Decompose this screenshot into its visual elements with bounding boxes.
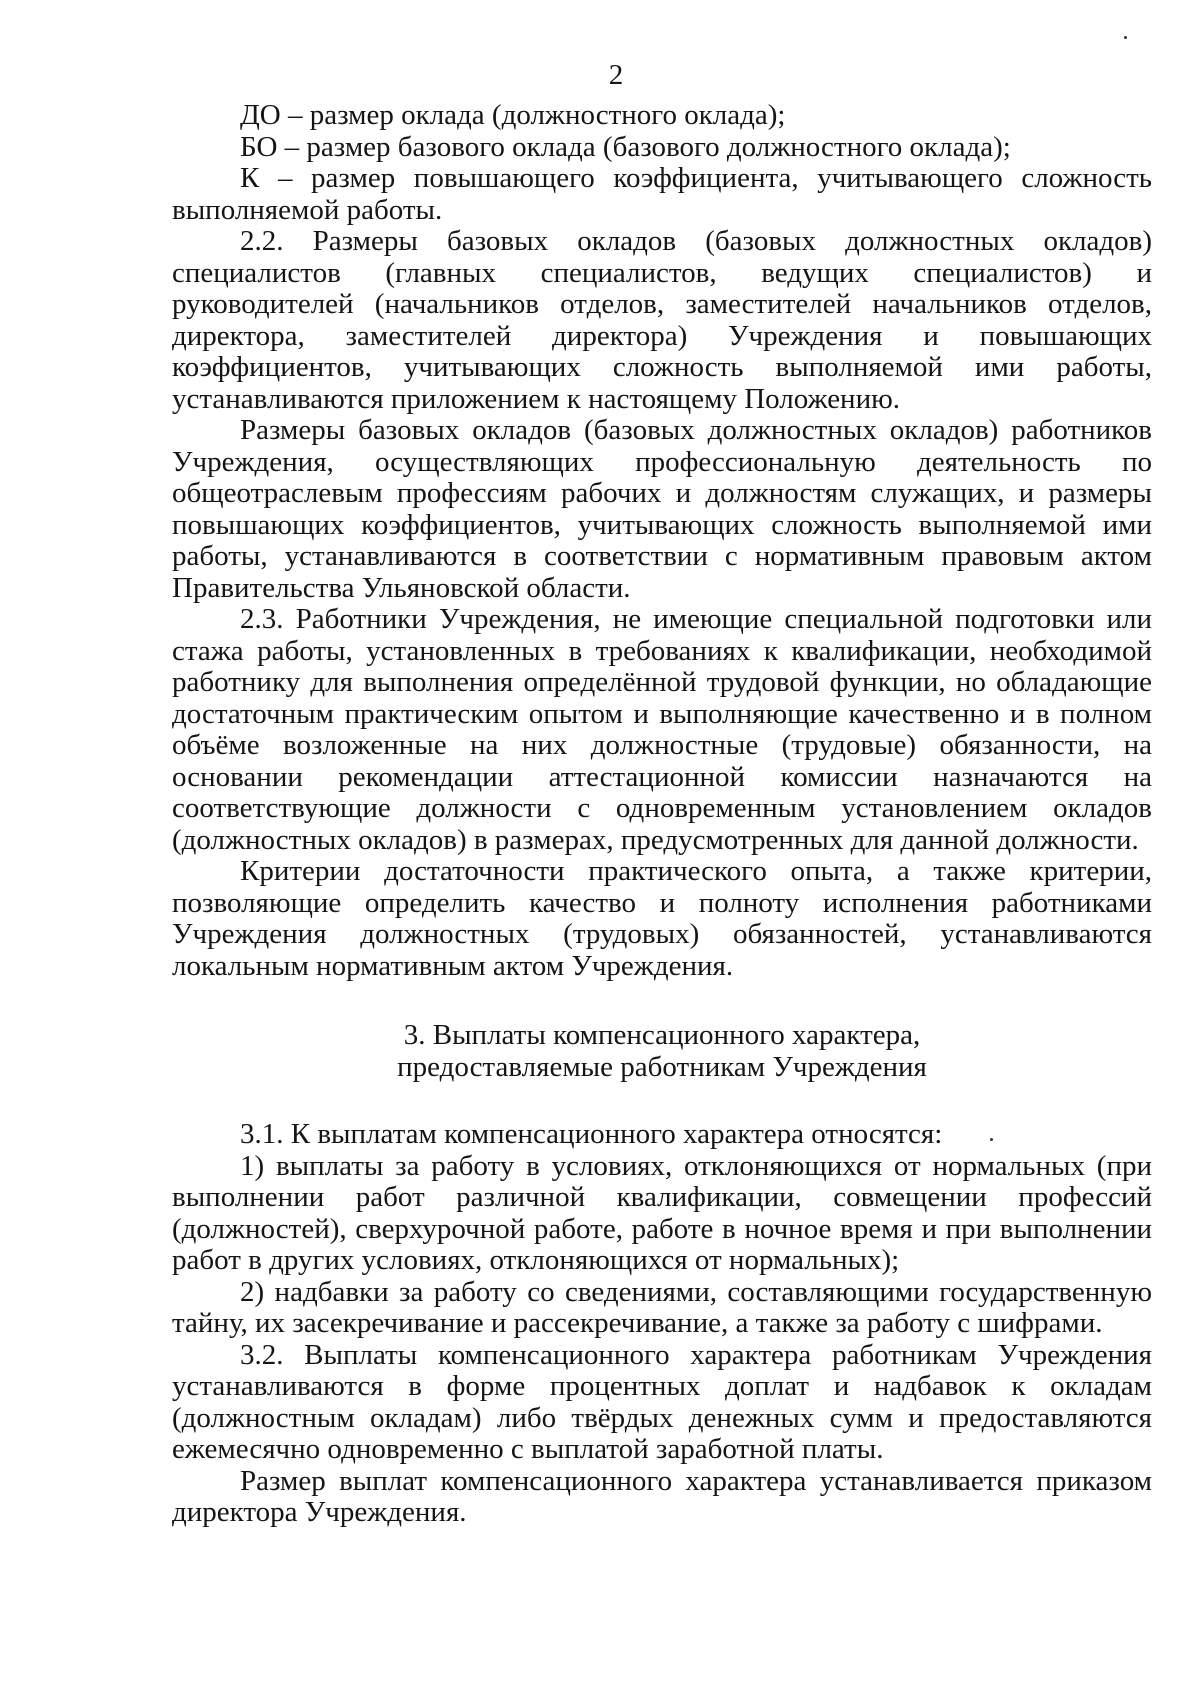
paragraph-3-2: 3.2. Выплаты компенсационного характера работникам Учреждения устанавливаются в форме процентных доплат и надбавок к окладам (должностным окладам) либо твёрдых денежных сумм и предоставляются ежемесячно одновременно с выплатой заработной платы. <box>172 1338 1152 1465</box>
paragraph-2-3: 2.3. Работники Учреждения, не имеющие специальной подготовки или стажа работы, установленных в требованиях к квалификации, необходимой работнику для выполнения определённой трудовой функции, но обладающие достаточным практическим опытом и выполняющие качественно и в полном объёме возложенные на них должностные (трудовые) обязанности, на основании рекомендации аттестационной комиссии назначаются на соответствующие должности с одновременным установлением окладов (должностных окладов) в размерах, предусмотренных для данной должности. <box>172 603 1152 856</box>
document-body <box>172 100 1152 1529</box>
page-number: 2 <box>608 59 624 91</box>
definition-bo: БО – размер базового оклада (базового должностного оклада); <box>240 130 1011 163</box>
paragraph-2-2: 2.2. Размеры базовых окладов (базовых должностных окладов) специалистов (главных специалистов, ведущих специалистов) и руководителей (начальников отделов, заместителей начальников отделов, директора, заместителей директора) Учреждения и повышающих коэффициентов, учитывающих сложность выполняемой ими работы, устанавливаются приложением к настоящему Положению. <box>172 225 1152 415</box>
section-3-title-line1: 3. Выплаты компенсационного характера, <box>403 1019 921 1051</box>
definition-k: К – размер повышающего коэффициента, учитывающего сложность выполняемой работы. <box>172 162 1152 226</box>
section-3-title-line2: предоставляемые работникам Учреждения <box>397 1050 927 1083</box>
paragraph-3-1: 3.1. К выплатам компенсационного характера относятся: <box>240 1118 943 1150</box>
paragraph-3-1-item-2: 2) надбавки за работу со сведениями, составляющими государственную тайну, их засекречивание и рассекречивание, а также за работу с шифрами. <box>172 1275 1152 1339</box>
definition-do: ДО – размер оклада (должностного оклада); <box>240 99 786 131</box>
paragraph-2-3-criteria: Критерии достаточности практического опыта, а также критерии, позволяющие определить качество и полноту исполнения работниками Учреждения должностных (трудовых) обязанностей, устанавливаются локальным нормативным актом Учреждения. <box>172 855 1152 982</box>
paragraph-3-1-item-1: 1) выплаты за работу в условиях, отклоняющихся от нормальных (при выполнении работ различной квалификации, совмещении профессий (должностей), сверхурочной работе, работе в ночное время и при выполнении работ в других условиях, отклоняющихся от нормальных); <box>172 1149 1152 1276</box>
paragraph-2-2-workers: Размеры базовых окладов (базовых должностных окладов) работников Учреждения, осуществляющих профессиональную деятельность по общеотраслевым профессиям рабочих и должностям служащих, и размеры повышающих коэффициентов, учитывающих сложность выполняемой ими работы, устанавливаются в соответствии с нормативным правовым актом Правительства Ульяновской области. <box>172 414 1152 604</box>
paragraph-3-2-amount: Размер выплат компенсационного характера устанавливается приказом директора Учреждения. <box>172 1464 1152 1528</box>
section-3-title <box>172 1020 1152 1083</box>
scan-speck <box>1124 36 1127 39</box>
